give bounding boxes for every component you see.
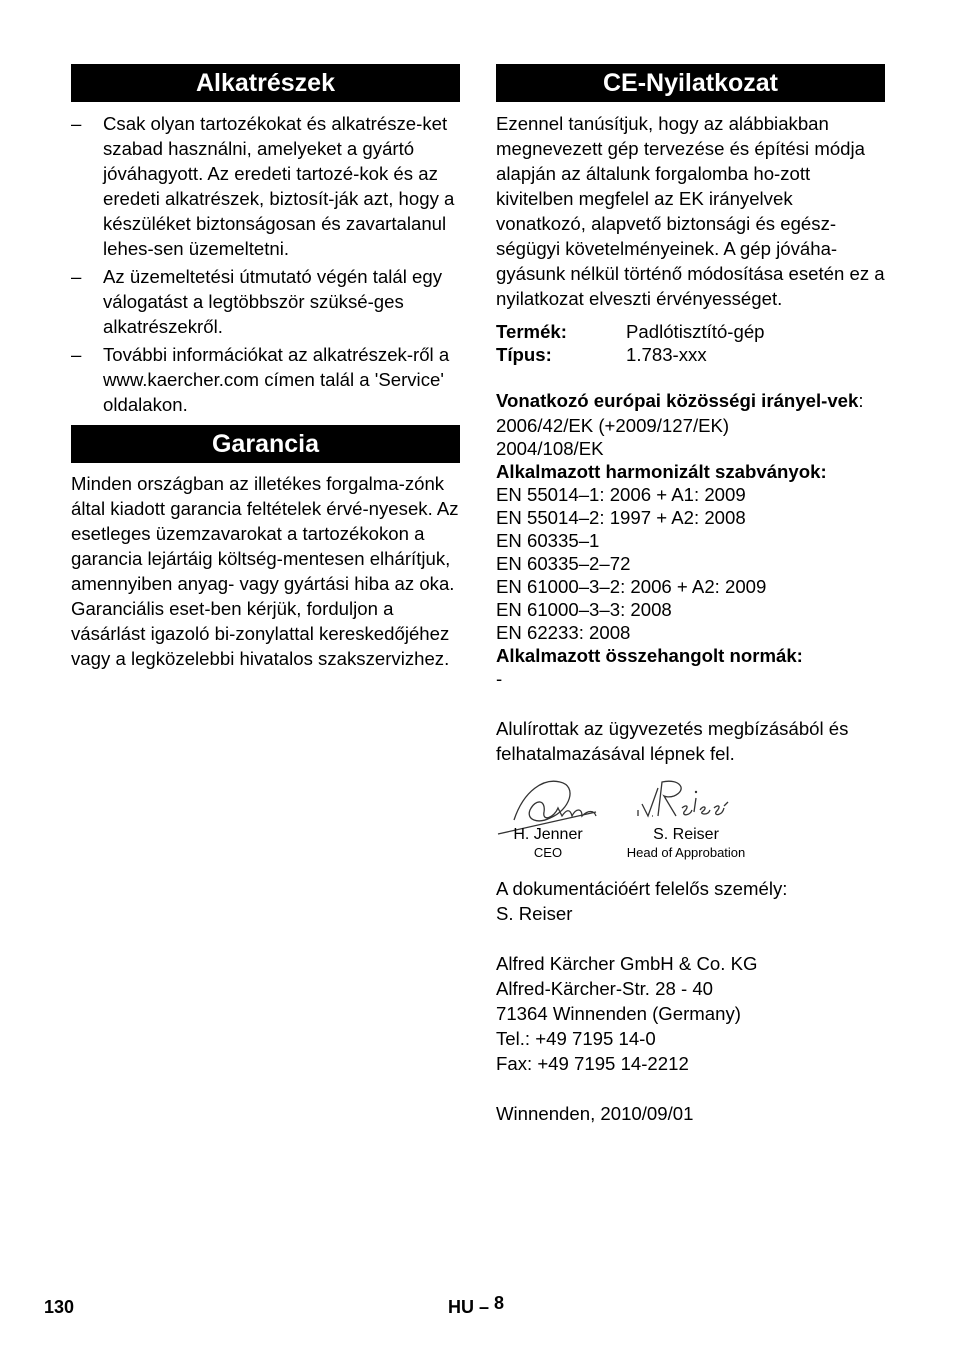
norms-value: - [496, 668, 503, 689]
standard-line: EN 55014–1: 2006 + A1: 2009 [496, 484, 746, 505]
directives-colon: : [858, 390, 864, 411]
bullet-dash: – [71, 266, 82, 287]
type-value: 1.783-xxx [626, 344, 707, 365]
address-block [496, 951, 885, 1076]
parts-heading: Alkatrészek [71, 64, 460, 102]
directive-line: 2006/42/EK (+2009/127/EK) [496, 415, 730, 436]
address-line: Alfred-Kärcher-Str. 28 - 40 [496, 978, 714, 999]
standard-line: EN 61000–3–3: 2008 [496, 599, 672, 620]
signatory-role: Head of Approbation [626, 845, 746, 860]
page-number: 130 [44, 1297, 75, 1317]
bullet-dash: – [71, 113, 82, 134]
standard-line: EN 61000–3–2: 2006 + A2: 2009 [496, 576, 767, 597]
ce-heading: CE-Nyilatkozat [496, 64, 885, 102]
doc-responsible-name: S. Reiser [496, 903, 573, 924]
ce-intro: Ezennel tanúsítjuk, hogy az alábbiakban megnevezett gép tervezése és építési módja alapján az általunk forgalomba ho-zott kivitelben megfelel az EK irányelvek vonatkozó, alapvető biztonsági és egész-ségügyi követelményeinek. A gép jóváha-gyásunk nélkül történő módosítása esetén ez a nyilatkozat elveszti érvényességet. [496, 113, 885, 309]
reiser-signature-dot [695, 791, 697, 793]
list-item [71, 111, 460, 261]
bullet-text: Az üzemeltetési útmutató végén talál egy válogatást a legtöbbször szüksé-ges alkatrészekről. [103, 266, 443, 337]
address-line: Alfred Kärcher GmbH & Co. KG [496, 953, 758, 974]
doc-responsible-label: A dokumentációért felelős személy: [496, 878, 788, 899]
standard-line: EN 60335–1 [496, 530, 600, 551]
bullet-dash: – [71, 344, 82, 365]
address-line: Fax: +49 7195 14-2212 [496, 1053, 689, 1074]
signatory-role: CEO [533, 845, 563, 860]
signatory-name: S. Reiser [653, 826, 719, 843]
warranty-heading: Garancia [71, 425, 460, 463]
place-date: Winnenden, 2010/09/01 [496, 1103, 694, 1124]
type-label: Típus: [496, 344, 552, 365]
product-label: Termék: [496, 321, 567, 342]
signature-block [496, 776, 885, 876]
standard-line: EN 60335–2–72 [496, 553, 631, 574]
address-line: Tel.: +49 7195 14-0 [496, 1028, 656, 1049]
type-row [496, 343, 885, 366]
signatory-name: H. Jenner [513, 826, 583, 843]
signatory-jenner [502, 826, 594, 861]
section-page-number: 8 [494, 1293, 505, 1313]
address-line: 71364 Winnenden (Germany) [496, 1003, 741, 1024]
standard-line: EN 55014–2: 1997 + A2: 2008 [496, 507, 746, 528]
reiser-signature [638, 781, 728, 816]
section-page [448, 1293, 505, 1318]
standards-label: Alkalmazott harmonizált szabványok: [496, 461, 827, 482]
directives-label: Vonatkozó európai közösségi irányel-vek [496, 390, 859, 411]
directives-heading [496, 388, 885, 414]
lang-label: HU [448, 1297, 474, 1317]
standard-line: EN 62233: 2008 [496, 622, 631, 643]
product-info [496, 320, 885, 366]
lang-dash: – [479, 1297, 490, 1317]
list-item [71, 342, 460, 417]
parts-list [71, 111, 460, 417]
list-item [71, 264, 460, 339]
signatory-reiser [616, 826, 756, 861]
right-column [496, 64, 885, 1126]
product-row [496, 320, 885, 343]
warranty-text: Minden országban az illetékes forgalma-zónk által kiadott garancia feltételek érvé-nyesek. Az esetleges üzemzavarokat a tartozékokon a garancia lejártáig költség-mentesen elhárítjuk, amennyiben anyag- vagy gyártási hiba az oka. Garanciális eset-ben kérjük, forduljon a vásárlást igazoló bi-zonylattal kereskedőjéhez vagy a legközelebbi hivatalos szakszervizhez. [71, 473, 459, 669]
directive-line: 2004/108/EK [496, 438, 604, 459]
bullet-text: További információkat az alkatrészek-ről a www.kaercher.com címen talál a 'Service' oldalakon. [103, 344, 450, 415]
norms-label: Alkalmazott összehangolt normák: [496, 645, 803, 666]
left-column [71, 64, 460, 671]
bullet-text: Csak olyan tartozékokat és alkatrésze-ket szabad használni, amelyeket a gyártó jóváhagyott. Az eredeti tartozé-kok és az eredeti alkatrészek, biztosít-ják azt, hogy a készüléket biztonságosan és zavartalanul lehes-sen üzemeltetni. [103, 113, 455, 259]
signatories-text: Alulírottak az ügyvezetés megbízásából és felhatalmazásával lépnek fel. [496, 718, 849, 764]
product-value: Padlótisztító-gép [626, 321, 765, 342]
